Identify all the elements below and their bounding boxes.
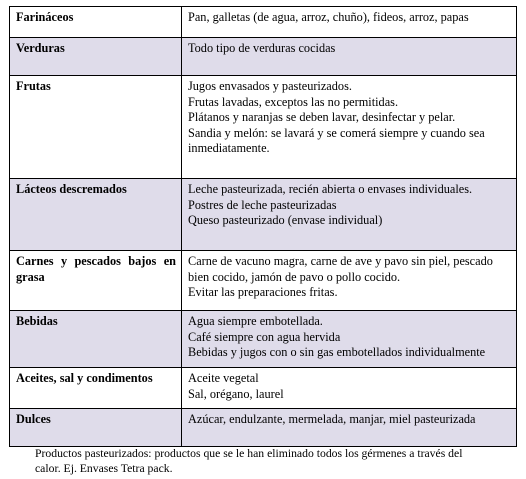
description-cell [182, 368, 517, 409]
description-cell [182, 409, 517, 447]
description-line: Frutas lavadas, exceptos las no permitidas. [188, 94, 399, 109]
category-cell [10, 251, 182, 311]
table-row [10, 251, 517, 311]
table-row [10, 368, 517, 409]
description-cell [182, 179, 517, 251]
category-cell: Bebidas [10, 311, 182, 368]
category-cell: Farináceos [10, 7, 182, 38]
footnote-line: Productos pasteurizados: productos que se le han eliminado todos los gérmenes a través del [35, 447, 463, 460]
table-row [10, 409, 517, 447]
category-cell: Lácteos descremados [10, 179, 182, 251]
table-row [10, 76, 517, 179]
description-line: Jugos envasados y pasteurizados. [188, 79, 352, 93]
description-line: Sandia y melón: se lavará y se comerá siempre y cuando sea [188, 125, 485, 140]
category-cell: Frutas [10, 76, 182, 179]
description-line: Sal, orégano, laurel [188, 386, 284, 401]
description-line: Plátanos y naranjas se deben lavar, desinfectar y pelar. [188, 110, 456, 125]
description-line: Pan, galletas (de agua, arroz, chuño), fideos, arroz, papas [188, 10, 469, 24]
description-cell [182, 311, 517, 368]
category-label: Carnes y pescados bajos en grasa [16, 254, 176, 284]
table-row [10, 7, 517, 38]
table-row [10, 179, 517, 251]
description-line: Evitar las preparaciones fritas. [188, 285, 338, 300]
description-line: bien cocido, jamón de pavo o pollo cocido. [188, 269, 401, 284]
description-line: inmediatamente. [188, 141, 270, 156]
description-line: Carne de vacuno magra, carne de ave y pavo sin piel, pescado [188, 254, 493, 268]
description-line: Bebidas y jugos con o sin gas embotellados individualmente [188, 345, 486, 360]
description-line: Aceite vegetal [188, 371, 259, 385]
description-line: Café siempre con agua hervida [188, 329, 341, 344]
description-line: Todo tipo de verduras cocidas [188, 41, 336, 55]
table-row [10, 38, 517, 76]
description-line: Leche pasteurizada, recién abierta o envases individuales. [188, 182, 473, 196]
description-line: Agua siempre embotellada. [188, 314, 323, 328]
footnote-line: calor. Ej. Envases Tetra pack. [35, 462, 173, 475]
description-line: Azúcar, endulzante, mermelada, manjar, miel pasteurizada [188, 412, 476, 426]
description-cell [182, 251, 517, 311]
description-line: Queso pasteurizado (envase individual) [188, 213, 383, 228]
category-cell: Aceites, sal y condimentos [10, 368, 182, 409]
description-cell [182, 7, 517, 38]
description-cell [182, 38, 517, 76]
category-cell: Verduras [10, 38, 182, 76]
footnote [35, 446, 515, 476]
table-row [10, 311, 517, 368]
food-table [9, 6, 517, 447]
description-cell [182, 76, 517, 179]
category-cell: Dulces [10, 409, 182, 447]
description-line: Postres de leche pasteurizadas [188, 197, 337, 212]
